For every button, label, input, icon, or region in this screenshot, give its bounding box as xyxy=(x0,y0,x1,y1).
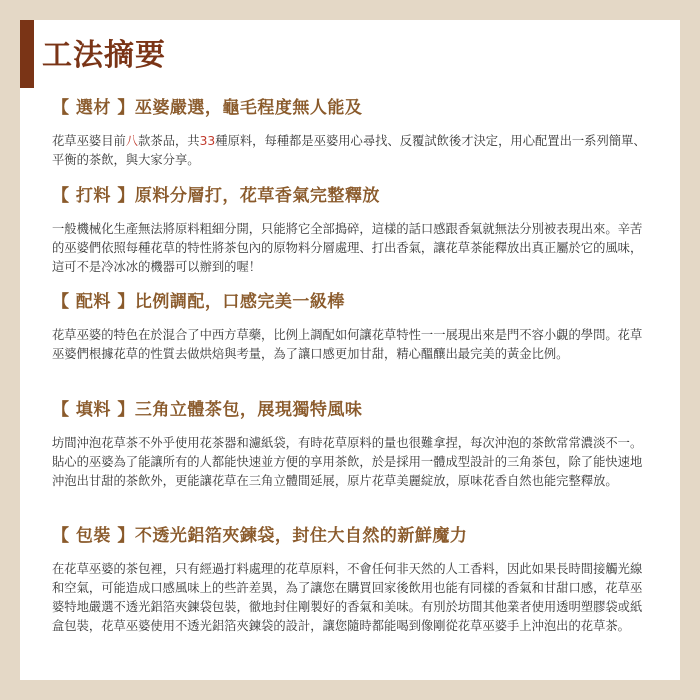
section-body: 花草巫婆的特色在於混合了中西方草藥，比例上調配如何讓花草特性一一展現出來是門不容小覷的學問。花草巫婆們根據花草的性質去做烘焙與考量，為了讓口感更加甘甜，精心醞釀出最完美的黃金比例。 xyxy=(52,328,643,361)
section-blending xyxy=(52,290,652,364)
section-tag: 【 填料 】 xyxy=(52,400,135,420)
body-text: 種原料，每種都是巫婆用心尋找、反覆試飲後才決定，用心配置出一系列簡單、平衡的茶飲，與大家分享。 xyxy=(52,134,646,167)
section-heading xyxy=(52,184,652,208)
section-body: 在花草巫婆的茶包裡，只有經過打料處理的花草原料，不會任何非天然的人工香料，因此如果長時間接觸光線和空氣，可能造成口感風味上的些許差異，為了讓您在購買回家後飲用也能有同樣的香氣和甘甜口感，花草巫婆特地嚴選不透光鋁箔夾鍊袋包裝，徹地封住剛製好的香氣和美味。有別於坊間其他業者使用透明塑膠袋或紙盒包裝，花草巫婆使用不透光鋁箔夾鍊袋的設計，讓您隨時都能喝到像剛從花草巫婆手上沖泡出的花草茶。 xyxy=(52,562,643,633)
section-filling xyxy=(52,398,652,491)
section-heading xyxy=(52,290,652,314)
title-accent-bar xyxy=(20,20,34,88)
section-headline: 不透光鋁箔夾鍊袋，封住大自然的新鮮魔力 xyxy=(134,526,468,546)
section-tag: 【 配料 】 xyxy=(52,292,135,312)
section-tag: 【 打料 】 xyxy=(52,186,135,206)
highlight-count: 33 xyxy=(199,134,216,148)
section-packaging xyxy=(52,524,652,636)
body-text: 花草巫婆目前 xyxy=(52,134,126,148)
section-headline: 比例調配，口感完美一級棒 xyxy=(134,292,345,312)
highlight-count: 八 xyxy=(125,134,139,148)
section-heading xyxy=(52,398,652,422)
section-headline: 巫婆嚴選，龜毛程度無人能及 xyxy=(134,98,363,118)
section-heading xyxy=(52,524,652,548)
section-headline: 原料分層打，花草香氣完整釋放 xyxy=(134,186,380,206)
section-body xyxy=(52,132,652,170)
section-headline: 三角立體茶包，展現獨特風味 xyxy=(134,400,363,420)
section-tag: 【 選材 】 xyxy=(52,98,135,118)
section-heading xyxy=(52,96,652,120)
body-text: 款茶品，共 xyxy=(138,134,200,148)
section-grinding xyxy=(52,184,652,277)
section-body: 一般機械化生產無法將原料粗細分開，只能將它全部搗碎，這樣的話口感跟香氣就無法分別被表現出來。辛苦的巫婆們依照每種花草的特性將茶包內的原物料分層處理、打出香氣，讓花草茶能釋放出真正屬於它的風味，這可不是冷冰冰的機器可以辦到的喔！ xyxy=(52,222,643,274)
page-title: 工法摘要 xyxy=(42,38,166,73)
section-body: 坊間沖泡花草茶不外乎使用花茶器和濾紙袋，有時花草原料的量也很難拿捏，每次沖泡的茶飲常常濃淡不一。貼心的巫婆為了能讓所有的人都能快速並方便的享用茶飲，於是採用一體成型設計的三角茶包，除了能快速地沖泡出甘甜的茶飲外，更能讓花草在三角立體間延展，原片花草美麗綻放，原味花香自然也能完整釋放。 xyxy=(52,436,643,488)
section-selection xyxy=(52,96,652,170)
section-tag: 【 包裝 】 xyxy=(52,526,135,546)
